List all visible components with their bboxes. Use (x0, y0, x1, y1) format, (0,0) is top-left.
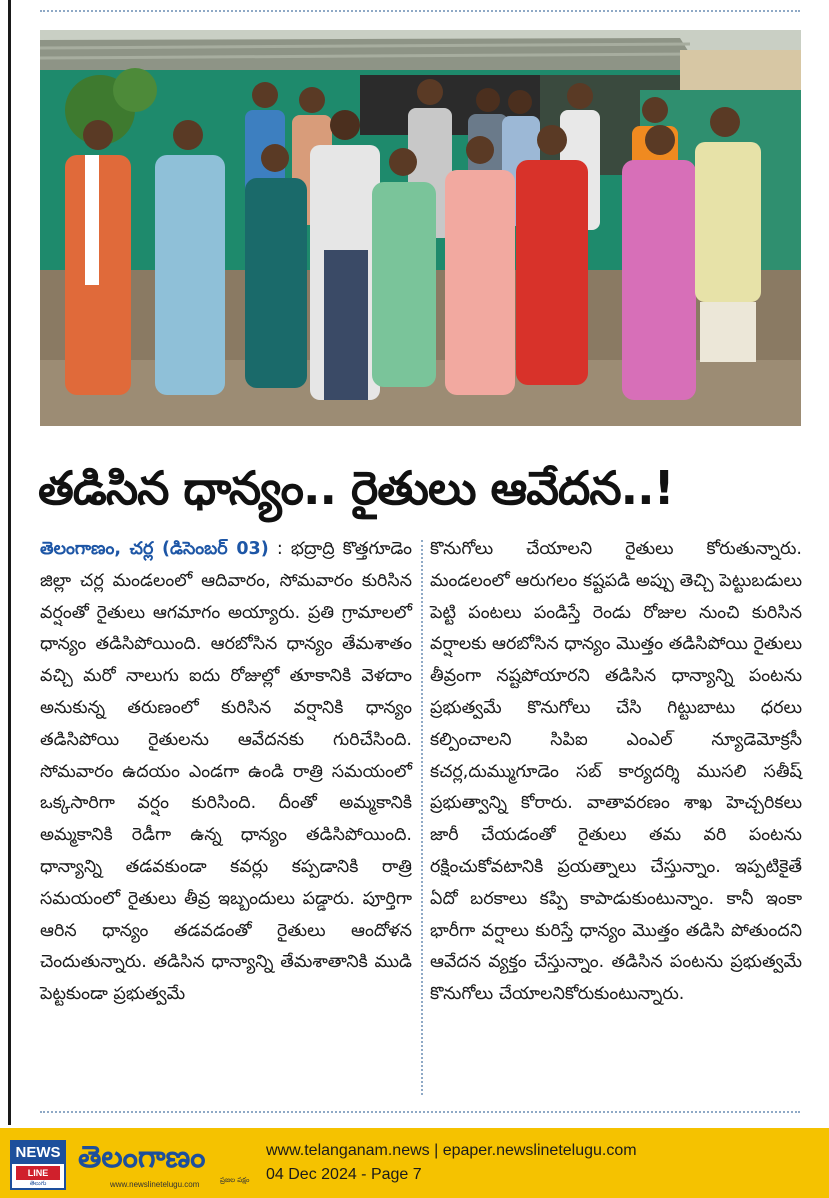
article-dateline: తెలంగాణం, చర్ల (డిసెంబర్ 03) (40, 539, 269, 559)
brand-tagline: ప్రజల పక్షం (220, 1176, 250, 1184)
logo-line-text: LINE (16, 1166, 60, 1180)
newsline-logo (10, 1140, 66, 1190)
bottom-divider (40, 1111, 800, 1113)
article-column-right (430, 534, 802, 1011)
top-divider (40, 10, 800, 12)
footer-bar (0, 1128, 829, 1198)
article-text-right: కొనుగోలు చేయాలని రైతులు కోరుతున్నారు. మండలంలో ఆరుగలం కష్టపడి అప్పు తెచ్చి పెట్టుబడులు పెట్టి పంటలు పండిస్తే రెండు రోజుల నుంచి కురిసిన వర్షాలకు ఆరబోసిన ధాన్యం మొత్తం తడిసిపోయి రైతులు తీవ్రంగా నష్టపోయారని తడిసిన ధాన్యాన్ని పంటను ప్రభుత్వమే కొనుగోలు చేసి గిట్టుబాటు ధరలు కల్పించాలని సిపిఐ ఎంఎల్ న్యూడెమోక్రసీ కచర్ల,దుమ్ముగూడెం సబ్ కార్యదర్శి ముసలి సతీష్ ప్రభుత్వాన్ని కోరారు. వాతావరణం శాఖ హెచ్చరికలు జారీ చేయడంతో రైతులు తమ వరి పంటను రక్షించుకోవటానికి ప్రయత్నాలు చేస్తున్నాం. ఇప్పటికైతే ఏదో బరకాలు కప్పి కాపాడుకుంటున్నాం. కానీ ఇంకా భారీగా వర్షాలు కురిస్తే ధాన్యం మొత్తం తడిసి పోతుందని ఆవేదన వ్యక్తం చేస్తున్నాం. తడిసిన పంటను ప్రభుత్వమే కొనుగోలు చేయాలనికోరుకుంటున్నారు. (430, 539, 802, 1005)
logo-telugu-text: తెలుగు (29, 1180, 47, 1187)
page-margin-rule (8, 0, 11, 1125)
article-headline: తడిసిన ధాన్యం.. రైతులు ఆవేదన..! (38, 461, 674, 515)
article-text-left: : భద్రాద్రి కొత్తగూడెం జిల్లా చర్ల మండలంలో ఆదివారం, సోమవారం కురిసిన వర్షంతో రైతులు ఆగమాగం అయ్యారు. ప్రతి గ్రామాలలో ధాన్యం తడిసిపోయింది. ఆరబోసిన ధాన్యం తేమశాతం వచ్చి మరో నాలుగు ఐదు రోజుల్లో తూకానికి వెళదాం అనుకున్న తరుణంలో కురిసిన వర్షానికి ధాన్యం తడిసిపోయి రైతులను ఆవేదనకు గురిచేసింది. సోమవారం ఉదయం ఎండగా ఉండి రాత్రి సమయంలో ఒక్కసారిగా వర్షం కురిసింది. దీంతో అమ్మకానికి అమ్మకానికి రెడీగా ఉన్న ధాన్యం తడిసిపోయింది. ధాన్యాన్ని తడవకుండా కవర్లు కప్పడానికి రాత్రి సమయంలో రైతులు తీవ్ర ఇబ్బందులు పడ్డారు. పూర్తిగా ఆరిన ధాన్యం తడవడంతో రైతులు ఆందోళన చెందుతున్నారు. తడిసిన ధాన్యాన్ని తేమశాతానికి ముడి పెట్టకుండా ప్రభుత్వమే (40, 539, 412, 1005)
group-photo-illustration (40, 30, 801, 426)
logo-news-text: NEWS (12, 1142, 64, 1164)
column-divider (421, 540, 423, 1095)
article-column-left (40, 534, 412, 1011)
article-photo (40, 30, 801, 426)
footer-sites-links[interactable]: www.telanganam.news | epaper.newslinetelugu.com (266, 1142, 637, 1159)
footer-date-page: 04 Dec 2024 - Page 7 (266, 1166, 422, 1183)
brand-url[interactable]: www.newslinetelugu.com (110, 1180, 200, 1189)
telanganam-brand: తెలంగాణం (78, 1140, 206, 1175)
